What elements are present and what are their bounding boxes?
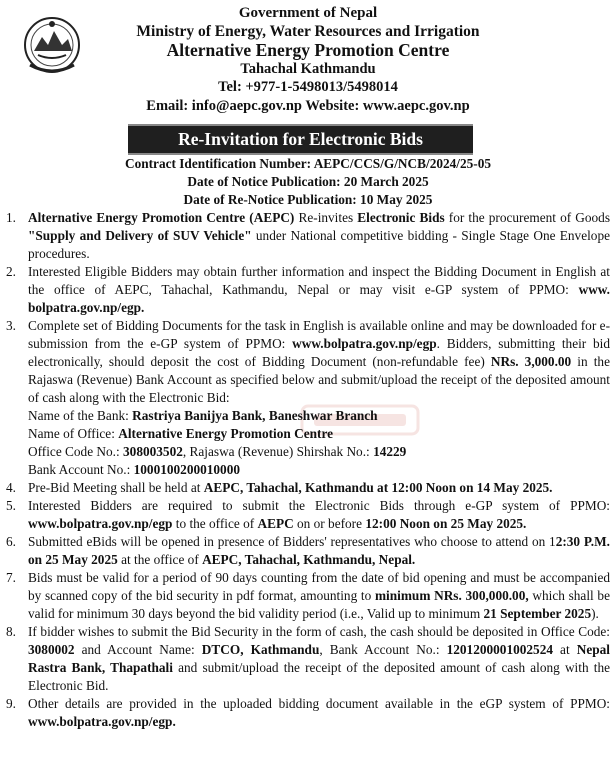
- bank-name-line: Name of the Bank: Rastriya Banijya Bank, Baneshwar Branch: [28, 408, 378, 423]
- bank-account-line: Bank Account No.: 1000100200010000: [28, 462, 240, 477]
- email-website-line: Email: info@aepc.gov.np Website: www.aepc.gov.np: [146, 97, 470, 114]
- office-code-line: Office Code No.: 308003502, Rajaswa (Revenue) Shirshak No.: 14229: [28, 444, 407, 459]
- nepal-emblem-icon: [22, 15, 82, 79]
- office-name-line: Name of Office: Alternative Energy Promotion Centre: [28, 426, 334, 441]
- egp-link: www. bolpatra.gov.np/egp.: [28, 282, 610, 315]
- notice-title-banner: Re-Invitation for Electronic Bids: [128, 124, 473, 155]
- list-item: 1. Alternative Energy Promotion Centre (AEPC) Re-invites Electronic Bids for the procurement of Goods "Supply and Delivery of SUV Vehicle" under National competitive bidding - Single Stage One Envelope procedures.: [6, 210, 610, 261]
- notice-meta: [60, 155, 556, 209]
- list-item: 6. Submitted eBids will be opened in presence of Bidders' representatives who choose to attend on 12:30 P.M. on 25 May 2025 at the office of AEPC, Tahachal, Kathmandu, Nepal.: [6, 534, 610, 567]
- list-item: 2. Interested Eligible Bidders may obtain further information and inspect the Bidding Document in English at the office of AEPC, Tahachal, Kathmandu, Nepal or may visit e-GP system of PPMO: www. bolpatra.gov.np/egp.: [6, 264, 610, 315]
- phone-line: Tel: +977-1-5498013/5498014: [218, 79, 398, 95]
- list-item: 7. Bids must be valid for a period of 90 days counting from the date of bid opening and must be accompanied by scanned copy of the bid security in pdf format, amounting to minimum NRs. 300,000.00, which shall be valid for minimum 30 days beyond the bid validity period (i.e., Valid up to minimum 21 September 2025).: [6, 570, 610, 621]
- address-line: Tahachal Kathmandu: [240, 60, 376, 77]
- organization-name: Alternative Energy Promotion Centre: [166, 40, 450, 60]
- list-item: 8. If bidder wishes to submit the Bid Security in the form of cash, the cash should be deposited in Office Code: 3080002 and Account Name: DTCO, Kathmandu, Bank Account No.: 1201200001002524 at Nepal Rastra Bank, Thapathali and submit/upload the receipt of the deposited amount of cash along with the Electronic Bid.: [6, 624, 610, 693]
- government-line: Government of Nepal: [238, 5, 378, 21]
- notice-items: [6, 209, 610, 731]
- contract-id: Contract Identification Number: AEPC/CCS/G/NCB/2024/25-05: [124, 156, 492, 171]
- renotice-date: Date of Re-Notice Publication: 10 May 2025: [183, 192, 433, 207]
- notice-date: Date of Notice Publication: 20 March 2025: [187, 174, 429, 189]
- list-item: 5. Interested Bidders are required to submit the Electronic Bids through e-GP system of PPMO: www.bolpatra.gov.np/egp to the office of AEPC on or before 12:00 Noon on 25 May 2025.: [6, 498, 610, 531]
- list-item: 9. Other details are provided in the uploaded bidding document available in the eGP system of PPMO: www.bolpatra.gov.np/egp.: [6, 696, 610, 729]
- letterhead: [90, 4, 526, 115]
- list-item: 3. Complete set of Bidding Documents for the task in English is available online and may be downloaded for e-submission from the e-GP system of PPMO: www.bolpatra.gov.np/egp. Bidders, submitting their bid electronically, should deposit the cost of Bidding Document (non-refundable fee) NRs. 3,000.00 in the Rajaswa (Revenue) Bank Account as specified below and submit/upload the receipt of the deposited amount of cash along with the Electronic Bid: Name of the Bank: Rastriya Banijya Bank, Baneshwar Branch Name of Office: Alternative Energy Promotion Centre Office Code No.: 308003502, Rajaswa (Revenue) Shirshak No.: 14229 Bank Account No.: 1000100200010000: [6, 318, 611, 477]
- ministry-line: Ministry of Energy, Water Resources and Irrigation: [136, 22, 480, 40]
- list-item: 4. Pre-Bid Meeting shall be held at AEPC, Tahachal, Kathmandu at 12:00 Noon on 14 May 2025.: [6, 480, 553, 495]
